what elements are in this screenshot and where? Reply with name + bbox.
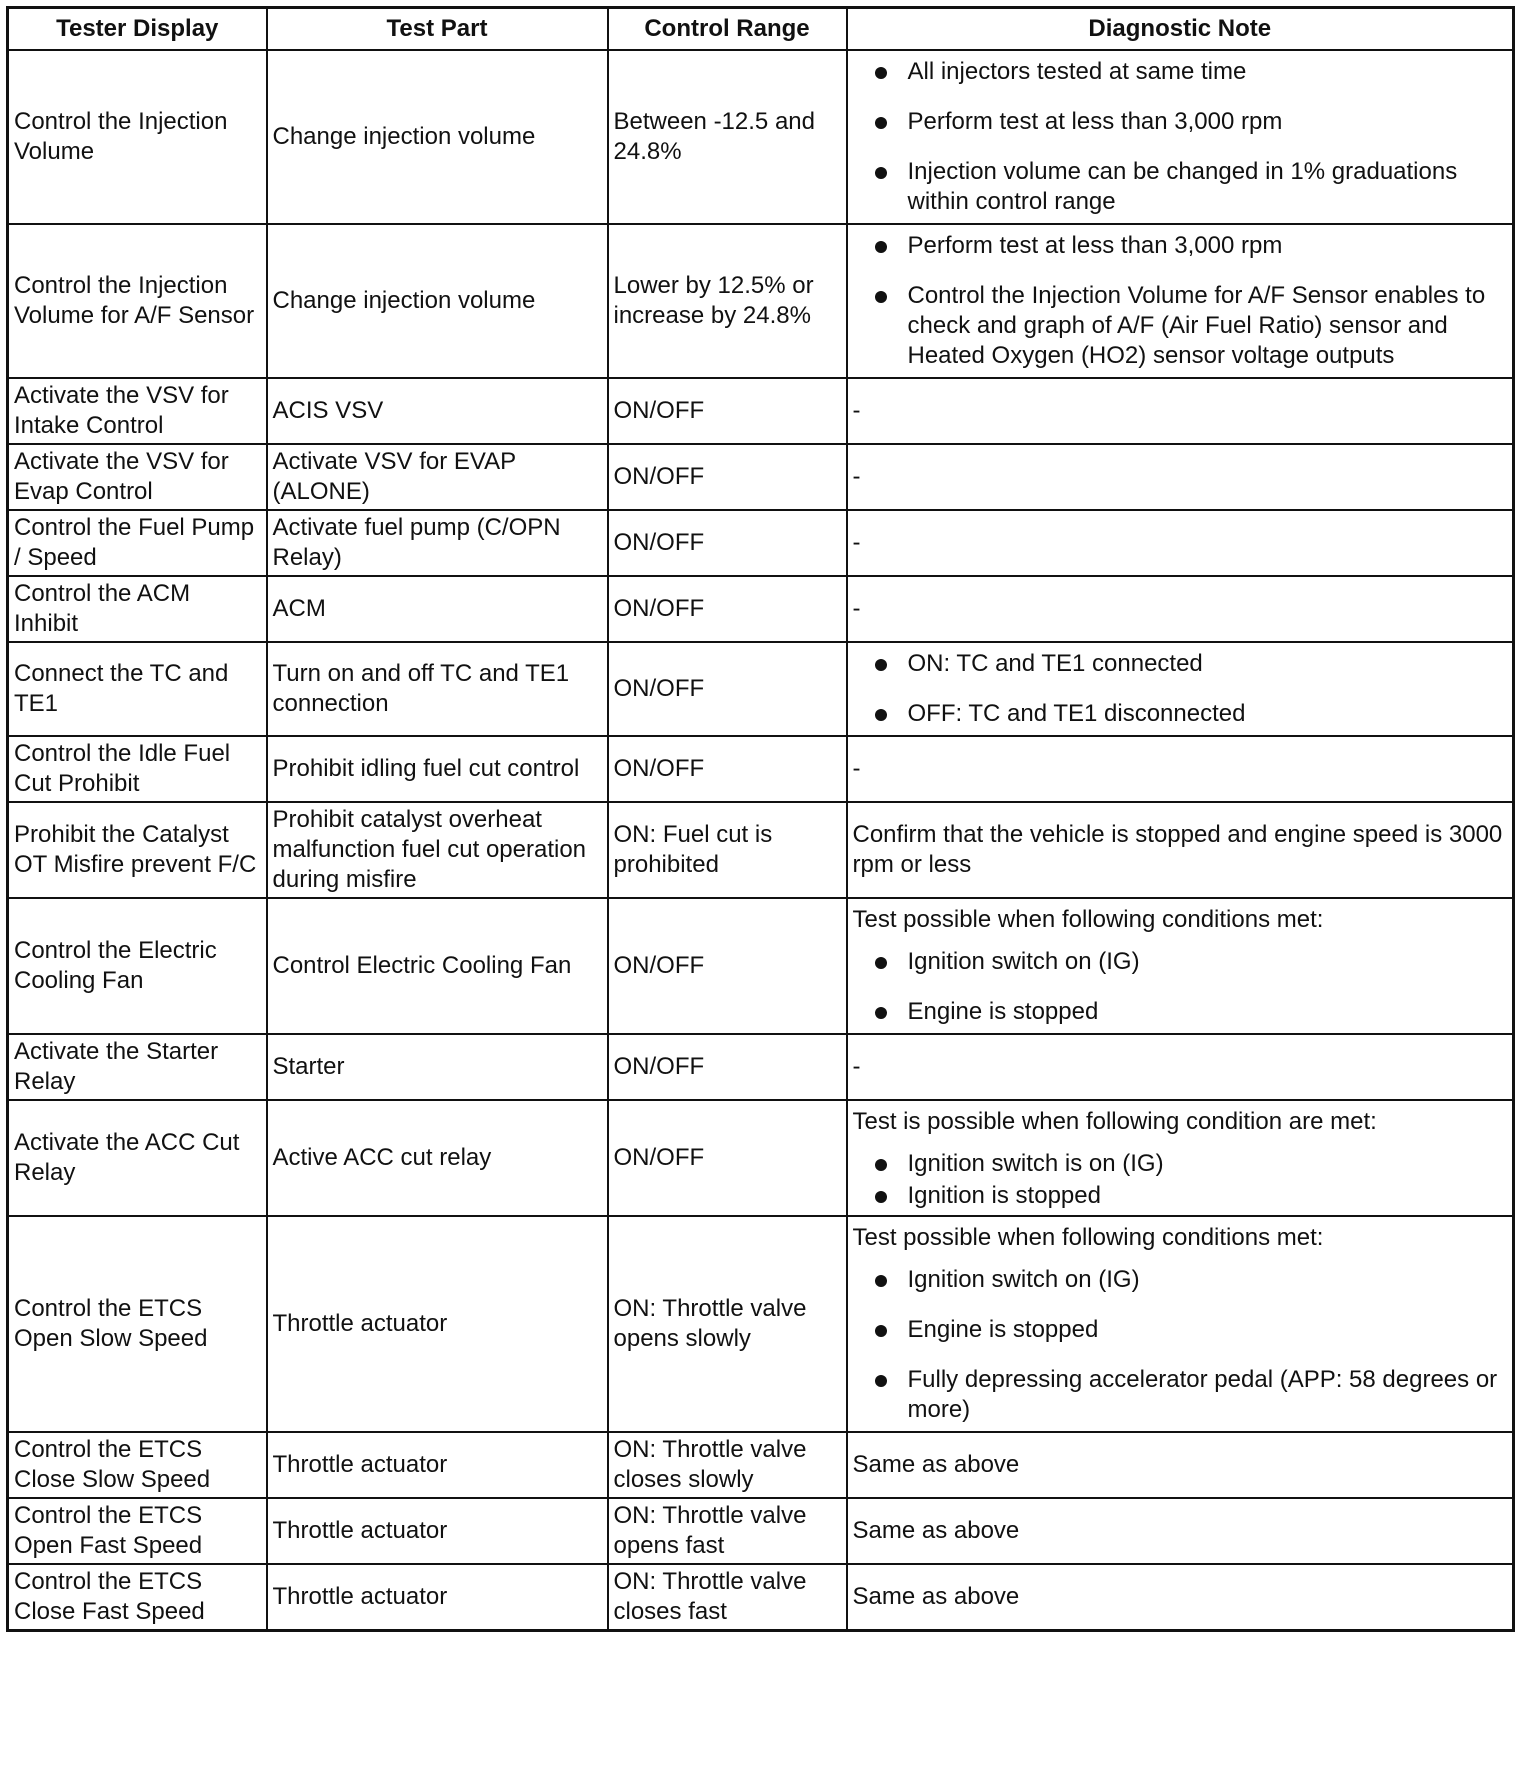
bullet-dot-icon — [875, 167, 887, 179]
note-bullet-list — [853, 1265, 1508, 1425]
note-text: - — [852, 754, 861, 782]
cell-test-part: Change injection volume — [267, 224, 608, 378]
note-bullet-text: All injectors tested at same time — [907, 57, 1247, 85]
note-bullet-text: Injection volume can be changed in 1% graduations within control range — [907, 157, 1458, 215]
note-bullet-text: Control the Injection Volume for A/F Sensor enables to check and graph of A/F (Air Fuel Ratio) sensor and Heated Oxygen (HO2) sensor voltage outputs — [907, 281, 1486, 369]
note-bullet-text: Fully depressing accelerator pedal (APP: 58 degrees or more) — [907, 1365, 1498, 1423]
table-row — [8, 444, 1514, 510]
note-bullet-item — [853, 1315, 1508, 1345]
note-bullet-text: Ignition switch is on (IG) — [907, 1149, 1164, 1177]
note-bullet-list — [853, 649, 1508, 729]
cell-control-range: Lower by 12.5% or increase by 24.8% — [608, 224, 847, 378]
note-bullet-text: OFF: TC and TE1 disconnected — [907, 699, 1246, 727]
note-bullet-text: Ignition switch on (IG) — [907, 947, 1140, 975]
bullet-dot-icon — [875, 1191, 887, 1203]
cell-test-part: Control Electric Cooling Fan — [267, 898, 608, 1034]
cell-diagnostic-note — [847, 1432, 1514, 1498]
table-row — [8, 378, 1514, 444]
table-row — [8, 1498, 1514, 1564]
cell-tester-display: Connect the TC and TE1 — [8, 642, 267, 736]
cell-diagnostic-note — [847, 898, 1514, 1034]
cell-control-range: ON/OFF — [608, 736, 847, 802]
table-body — [8, 50, 1514, 1631]
note-text: - — [852, 594, 861, 622]
cell-test-part: Active ACC cut relay — [267, 1100, 608, 1216]
note-text: Same as above — [852, 1450, 1020, 1478]
cell-control-range: ON: Fuel cut is prohibited — [608, 802, 847, 898]
cell-test-part: Throttle actuator — [267, 1498, 608, 1564]
note-bullet-item — [853, 699, 1508, 729]
bullet-dot-icon — [875, 67, 887, 79]
header-control-range: Control Range — [608, 8, 847, 50]
cell-tester-display: Control the Fuel Pump / Speed — [8, 510, 267, 576]
cell-test-part: Throttle actuator — [267, 1432, 608, 1498]
bullet-dot-icon — [875, 1159, 887, 1171]
bullet-dot-icon — [875, 1375, 887, 1387]
note-bullet-item — [853, 947, 1508, 977]
cell-diagnostic-note — [847, 1564, 1514, 1631]
note-intro: Test is possible when following condition are met: — [852, 1107, 1377, 1135]
note-text: - — [852, 396, 861, 424]
cell-control-range: ON/OFF — [608, 1034, 847, 1100]
cell-test-part: Starter — [267, 1034, 608, 1100]
note-intro: Test possible when following conditions met: — [852, 1223, 1324, 1251]
cell-test-part: Throttle actuator — [267, 1564, 608, 1631]
note-bullet-list — [853, 57, 1508, 217]
note-bullet-item — [853, 157, 1508, 217]
cell-diagnostic-note — [847, 1498, 1514, 1564]
cell-control-range: ON/OFF — [608, 378, 847, 444]
note-bullet-item — [853, 1265, 1508, 1295]
note-bullet-list — [853, 1149, 1508, 1211]
cell-diagnostic-note — [847, 444, 1514, 510]
cell-tester-display: Activate the VSV for Evap Control — [8, 444, 267, 510]
cell-test-part: ACM — [267, 576, 608, 642]
note-bullet-item — [853, 649, 1508, 679]
note-bullet-item — [853, 107, 1508, 137]
cell-tester-display: Control the ETCS Close Fast Speed — [8, 1564, 267, 1631]
cell-test-part: ACIS VSV — [267, 378, 608, 444]
note-intro: Test possible when following conditions met: — [852, 905, 1324, 933]
cell-test-part: Change injection volume — [267, 50, 608, 224]
note-text: Same as above — [852, 1516, 1020, 1544]
note-bullet-list — [853, 231, 1508, 371]
cell-tester-display: Control the ACM Inhibit — [8, 576, 267, 642]
table-row — [8, 642, 1514, 736]
table-row — [8, 1100, 1514, 1216]
cell-diagnostic-note — [847, 1216, 1514, 1432]
note-bullet-item — [853, 57, 1508, 87]
bullet-dot-icon — [875, 957, 887, 969]
header-tester-display: Tester Display — [8, 8, 267, 50]
note-bullet-item — [853, 1181, 1508, 1211]
header-diagnostic-note: Diagnostic Note — [847, 8, 1514, 50]
bullet-dot-icon — [875, 659, 887, 671]
bullet-dot-icon — [875, 1007, 887, 1019]
cell-control-range: ON/OFF — [608, 510, 847, 576]
cell-tester-display: Control the Electric Cooling Fan — [8, 898, 267, 1034]
cell-diagnostic-note — [847, 50, 1514, 224]
bullet-dot-icon — [875, 1325, 887, 1337]
table-row — [8, 898, 1514, 1034]
cell-control-range: ON/OFF — [608, 576, 847, 642]
note-bullet-list — [853, 947, 1508, 1027]
table-row — [8, 1034, 1514, 1100]
table-row — [8, 802, 1514, 898]
note-bullet-item — [853, 281, 1508, 371]
bullet-dot-icon — [875, 1275, 887, 1287]
cell-test-part: Activate VSV for EVAP (ALONE) — [267, 444, 608, 510]
cell-control-range: ON: Throttle valve opens fast — [608, 1498, 847, 1564]
note-bullet-item — [853, 997, 1508, 1027]
cell-diagnostic-note — [847, 378, 1514, 444]
cell-control-range: Between -12.5 and 24.8% — [608, 50, 847, 224]
table-row — [8, 224, 1514, 378]
bullet-dot-icon — [875, 117, 887, 129]
bullet-dot-icon — [875, 241, 887, 253]
cell-diagnostic-note — [847, 510, 1514, 576]
note-bullet-item — [853, 1149, 1508, 1179]
table-row — [8, 1432, 1514, 1498]
cell-control-range: ON/OFF — [608, 898, 847, 1034]
active-test-table — [6, 6, 1515, 1632]
note-text: Confirm that the vehicle is stopped and engine speed is 3000 rpm or less — [852, 820, 1503, 878]
cell-diagnostic-note — [847, 1100, 1514, 1216]
header-test-part: Test Part — [267, 8, 608, 50]
note-bullet-text: Engine is stopped — [907, 1315, 1099, 1343]
cell-tester-display: Control the ETCS Close Slow Speed — [8, 1432, 267, 1498]
note-bullet-text: Perform test at less than 3,000 rpm — [907, 231, 1283, 259]
note-bullet-item — [853, 1365, 1508, 1425]
note-bullet-text: Engine is stopped — [907, 997, 1099, 1025]
note-text: - — [852, 1052, 861, 1080]
cell-tester-display: Control the Idle Fuel Cut Prohibit — [8, 736, 267, 802]
cell-control-range: ON/OFF — [608, 642, 847, 736]
note-text: - — [852, 528, 861, 556]
cell-tester-display: Activate the Starter Relay — [8, 1034, 267, 1100]
cell-test-part: Throttle actuator — [267, 1216, 608, 1432]
note-text: - — [852, 462, 861, 490]
cell-test-part: Prohibit idling fuel cut control — [267, 736, 608, 802]
cell-tester-display: Control the Injection Volume for A/F Sensor — [8, 224, 267, 378]
cell-diagnostic-note — [847, 576, 1514, 642]
note-bullet-text: Ignition switch on (IG) — [907, 1265, 1140, 1293]
cell-diagnostic-note — [847, 736, 1514, 802]
bullet-dot-icon — [875, 291, 887, 303]
table-row — [8, 1216, 1514, 1432]
note-bullet-text: Perform test at less than 3,000 rpm — [907, 107, 1283, 135]
note-bullet-text: Ignition is stopped — [907, 1181, 1101, 1209]
cell-diagnostic-note — [847, 1034, 1514, 1100]
note-text: Same as above — [852, 1582, 1020, 1610]
cell-test-part: Activate fuel pump (C/OPN Relay) — [267, 510, 608, 576]
cell-tester-display: Activate the ACC Cut Relay — [8, 1100, 267, 1216]
cell-tester-display: Activate the VSV for Intake Control — [8, 378, 267, 444]
cell-diagnostic-note — [847, 802, 1514, 898]
cell-tester-display: Prohibit the Catalyst OT Misfire prevent F/C — [8, 802, 267, 898]
table-row — [8, 736, 1514, 802]
table-row — [8, 50, 1514, 224]
table-row — [8, 1564, 1514, 1631]
cell-diagnostic-note — [847, 642, 1514, 736]
cell-tester-display: Control the ETCS Open Fast Speed — [8, 1498, 267, 1564]
cell-control-range: ON: Throttle valve closes fast — [608, 1564, 847, 1631]
cell-test-part: Turn on and off TC and TE1 connection — [267, 642, 608, 736]
cell-tester-display: Control the Injection Volume — [8, 50, 267, 224]
bullet-dot-icon — [875, 709, 887, 721]
note-bullet-item — [853, 231, 1508, 261]
cell-control-range: ON/OFF — [608, 444, 847, 510]
cell-control-range: ON: Throttle valve closes slowly — [608, 1432, 847, 1498]
cell-test-part: Prohibit catalyst overheat malfunction fuel cut operation during misfire — [267, 802, 608, 898]
cell-control-range: ON: Throttle valve opens slowly — [608, 1216, 847, 1432]
note-bullet-text: ON: TC and TE1 connected — [907, 649, 1203, 677]
table-header-row — [8, 8, 1514, 50]
table-row — [8, 576, 1514, 642]
cell-tester-display: Control the ETCS Open Slow Speed — [8, 1216, 267, 1432]
cell-diagnostic-note — [847, 224, 1514, 378]
cell-control-range: ON/OFF — [608, 1100, 847, 1216]
table-row — [8, 510, 1514, 576]
